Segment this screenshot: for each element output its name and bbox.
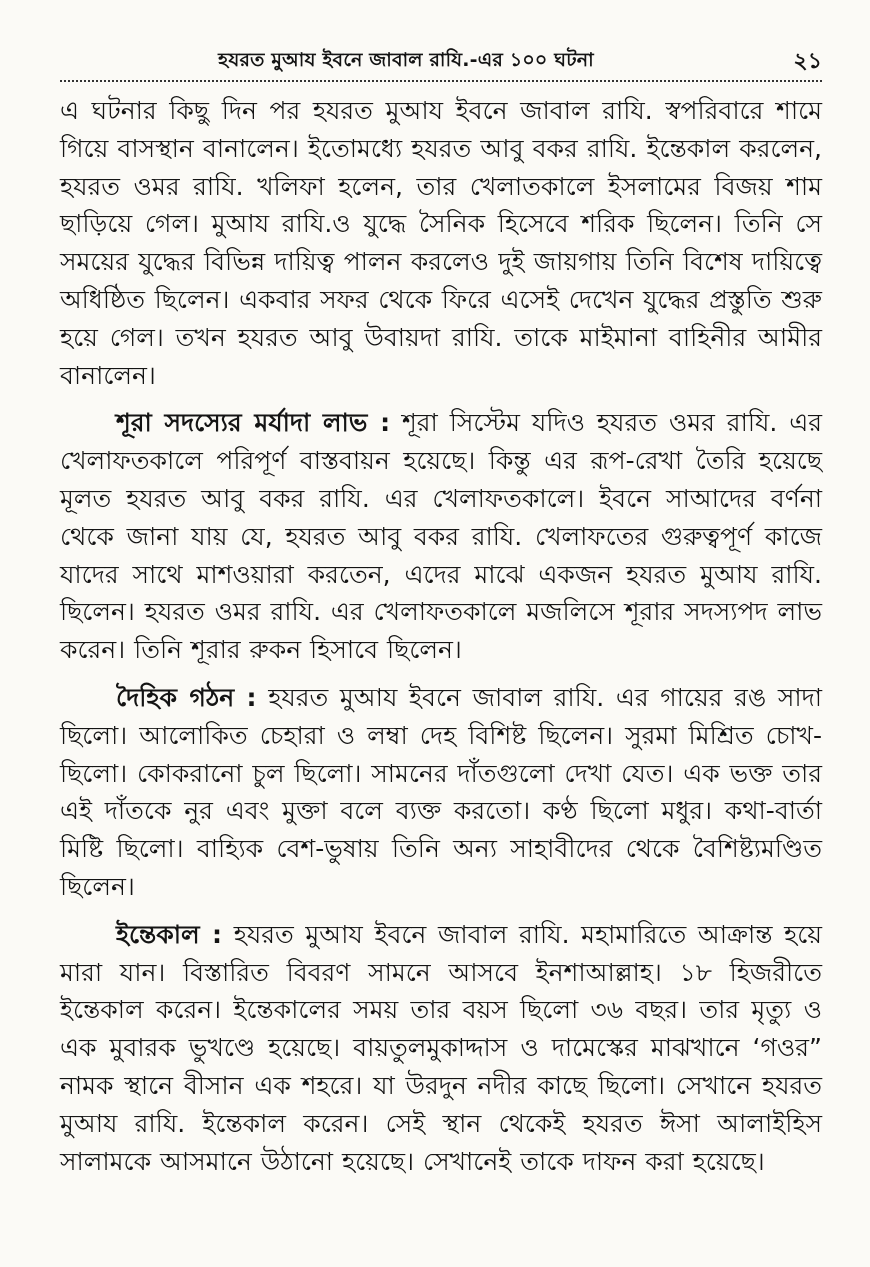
paragraph-text: হযরত মুআয ইবনে জাবাল রাযি. এর গায়ের রঙ সাদা ছিলো। আলোকিত চেহারা ও লম্বা দেহ বিশিষ্ট ছিলেন। সুরমা মিশ্রিত চোখ-ছিলো। কোকরানো চুল ছিলো। সামনের দাঁতগুলো দেখা যেত। এক ভক্ত তার এই দাঁতকে নুর এবং মুক্তা বলে ব্যক্ত করতো। কণ্ঠ ছিলো মধুর। কথা-বার্তা মিষ্টি ছিলো। বাহ্যিক বেশ-ভুষায় তিনি অন্য সাহাবীদের থেকে বৈশিষ্ট্যমণ্ডিত ছিলেন।	[60, 682, 822, 901]
paragraph-text: হযরত মুআয ইবনে জাবাল রাযি. মহামারিতে আক্রান্ত হয়ে মারা যান। বিস্তারিত বিবরণ সামনে আসবে ইনশাআল্লাহ। ১৮ হিজরীতে ইন্তেকাল করেন। ইন্তেকালের সময় তার বয়স ছিলো ৩৬ বছর। তার মৃত্যু ও এক মুবারক ভুখণ্ডে হয়েছে। বায়তুলমুকাদ্দাস ও দামেস্কের মাঝখানে ‘গওর” নামক স্থানে বীসান এক শহরে। যা উরদুন নদীর কাছে ছিলো। সেখানে হযরত মুআয রাযি. ইন্তেকাল করেন। সেই স্থান থেকেই হযরত ঈসা আলাইহিস সালামকে আসমানে উঠানো হয়েছে। সেখানেই তাকে দাফন করা হয়েছে।	[60, 919, 822, 1176]
running-title: হযরত মুআয ইবনে জাবাল রাযি.-এর ১০০ ঘটনা	[218, 49, 594, 71]
paragraph-text: এ ঘটনার কিছু দিন পর হযরত মুআয ইবনে জাবাল রাযি. স্বপরিবারে শামে গিয়ে বাসস্থান বানালেন। ইতোমধ্যে হযরত আবু বকর রাযি. ইন্তেকাল করলেন, হযরত ওমর রাযি. খলিফা হলেন, তার খেলাতকালে ইসলামের বিজয় শাম ছাড়িয়ে গেল। মুআয রাযি.ও যুদ্ধে সৈনিক হিসেবে শরিক ছিলেন। তিনি সে সময়ের যুদ্ধের বিভিন্ন দায়িত্ব পালন করলেও দুই জায়গায় তিনি বিশেষ দায়িত্বে অধিষ্ঠিত ছিলেন। একবার সফর থেকে ফিরে এসেই দেখেন যুদ্ধের প্রস্তুতি শুরু হয়ে গেল। তখন হযরত আবু উবায়দা রাযি. তাকে মাইমানা বাহিনীর আমীর বানালেন।	[60, 96, 822, 390]
section-heading-appearance: দৈহিক গঠন :	[116, 682, 257, 712]
paragraph-text: শূরা সিস্টেম যদিও হযরত ওমর রাযি. এর খেলাফতকালে পরিপূর্ণ বাস্তবায়ন হয়েছে। কিন্তু এর রূপ-রেখা তৈরি হয়েছে মূলত হযরত আবু বকর রাযি. এর খেলাফতকালে। ইবনে সাআদের বর্ণনা থেকে জানা যায় যে, হযরত আবু বকর রাযি. খেলাফতের গুরুত্বপূর্ণ কাজে যাদের সাথে মাশওয়ারা করতেন, এদের মাঝে একজন হযরত মুআয রাযি. ছিলেন। হযরত ওমর রাযি. এর খেলাফতকালে মজলিসে শূরার সদস্যপদ লাভ করেন। তিনি শূরার রুকন হিসাবে ছিলেন।	[60, 408, 822, 665]
section-heading-death: ইন্তেকাল :	[116, 919, 223, 949]
paragraph-intro	[60, 92, 822, 394]
section-heading-shura: শূরা সদস্যের মর্যাদা লাভ :	[116, 408, 391, 438]
paragraph-shura-membership	[60, 404, 822, 669]
running-header	[60, 44, 822, 82]
paragraph-death	[60, 916, 822, 1181]
page-number: ২১	[793, 49, 822, 74]
paragraph-physical-appearance	[60, 679, 822, 906]
page-body	[60, 92, 822, 1180]
